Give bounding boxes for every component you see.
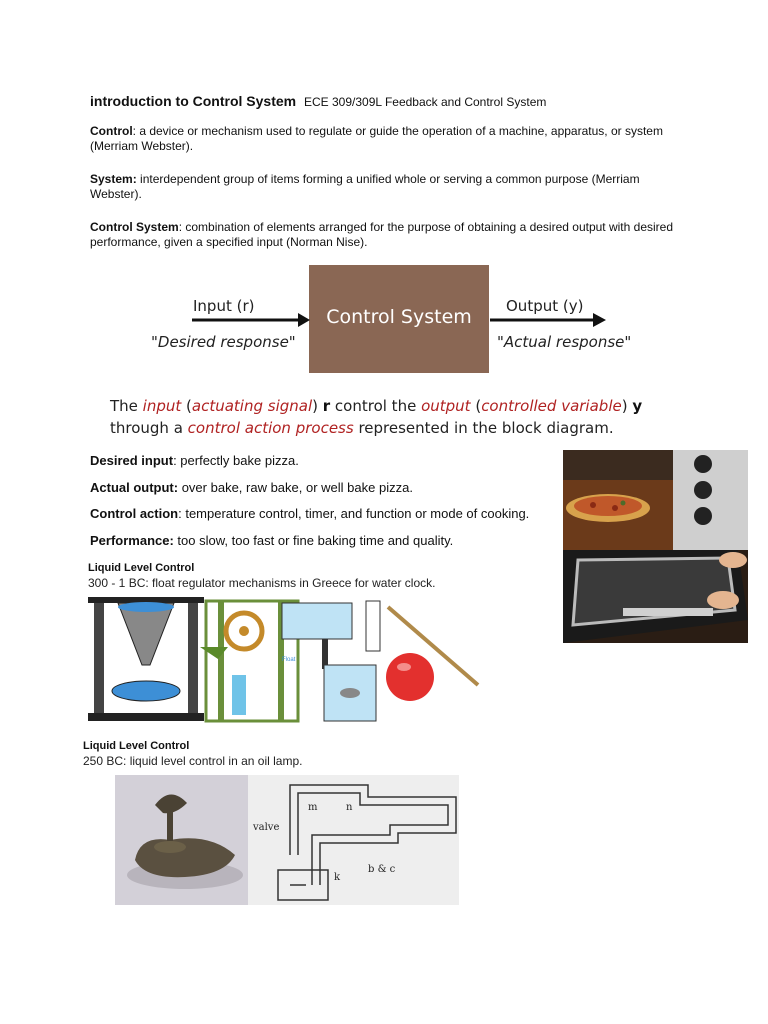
- example-control-action: [90, 506, 529, 522]
- definition-term: Control System: [90, 220, 179, 234]
- caption-text: The: [110, 397, 143, 415]
- definition-control: [90, 124, 680, 154]
- example-desired-input: [90, 453, 299, 469]
- caption-text: (: [470, 397, 482, 415]
- caption-controlled: controlled variable: [481, 397, 622, 415]
- caption-output: output: [421, 397, 471, 415]
- caption-actuating: actuating signal: [191, 397, 313, 415]
- definition-text: interdependent group of items forming a unified whole or serving a common purpose (Merriam Webster).: [90, 172, 640, 201]
- input-description: "Desired response": [151, 333, 296, 351]
- control-system-label: Control System: [326, 306, 472, 328]
- example-term: Performance:: [90, 533, 174, 548]
- oil-lamp-diagram: [248, 775, 459, 905]
- output-arrowhead-icon: [593, 313, 606, 327]
- example-text: over bake, raw bake, or well bake pizza.: [178, 480, 413, 495]
- k-label: k: [334, 872, 341, 883]
- definition-term: Control: [90, 124, 133, 138]
- water-clock-illustrations: [88, 595, 480, 725]
- definition-text: : a device or mechanism used to regulate or guide the operation of a machine, apparatus, or system (Merriam Webster).: [90, 124, 663, 153]
- m-label: m: [308, 802, 318, 813]
- example-term: Actual output:: [90, 480, 179, 495]
- title-main: introduction to Control System: [90, 93, 297, 109]
- example-term: Desired input: [90, 453, 174, 468]
- title-sub: ECE 309/309L Feedback and Control System: [304, 95, 547, 109]
- caption-r: r: [322, 397, 331, 415]
- valve-label: valve: [253, 822, 280, 833]
- definition-term: System:: [90, 172, 137, 186]
- definition-text: : combination of elements arranged for the purpose of obtaining a desired output with desired performance, given a specified input (Norman Nise).: [90, 220, 673, 249]
- oil-lamp-photo: [115, 775, 248, 905]
- oven-pizza-photo: [563, 450, 748, 643]
- caption-text: through a: [110, 419, 188, 437]
- liquid-level-sub-1: 300 - 1 BC: float regulator mechanisms in Greece for water clock.: [88, 576, 436, 590]
- liquid-level-sub-2: 250 BC: liquid level control in an oil lamp.: [83, 754, 303, 768]
- caption-text: (: [181, 397, 192, 415]
- caption-text: control the: [330, 397, 422, 415]
- example-performance: [90, 533, 453, 549]
- output-description: "Actual response": [497, 333, 632, 351]
- liquid-level-title-1: Liquid Level Control: [88, 562, 195, 574]
- example-text: : temperature control, timer, and function or mode of cooking.: [178, 506, 530, 521]
- definition-control-system: [90, 220, 680, 250]
- example-actual-output: [90, 480, 413, 496]
- diagram-caption: [110, 395, 670, 439]
- n-label: n: [346, 802, 353, 813]
- liquid-level-title-2: Liquid Level Control: [83, 740, 190, 752]
- caption-process: control action process: [187, 419, 354, 437]
- example-text: : perfectly bake pizza.: [173, 453, 299, 468]
- caption-text: ): [621, 397, 633, 415]
- bc-label: b & c: [368, 864, 396, 875]
- caption-y: y: [632, 397, 643, 415]
- caption-input: input: [142, 397, 182, 415]
- output-label: Output (y): [506, 297, 584, 315]
- caption-text: ): [312, 397, 323, 415]
- definition-system: [90, 172, 680, 202]
- caption-text: represented in the block diagram.: [353, 419, 614, 437]
- svg-text:Float: Float: [282, 657, 296, 663]
- page-title: [90, 93, 546, 109]
- input-label: Input (r): [193, 297, 255, 315]
- example-text: too slow, too fast or fine baking time and quality.: [173, 533, 454, 548]
- input-arrowhead-icon: [298, 313, 310, 327]
- example-term: Control action: [90, 506, 179, 521]
